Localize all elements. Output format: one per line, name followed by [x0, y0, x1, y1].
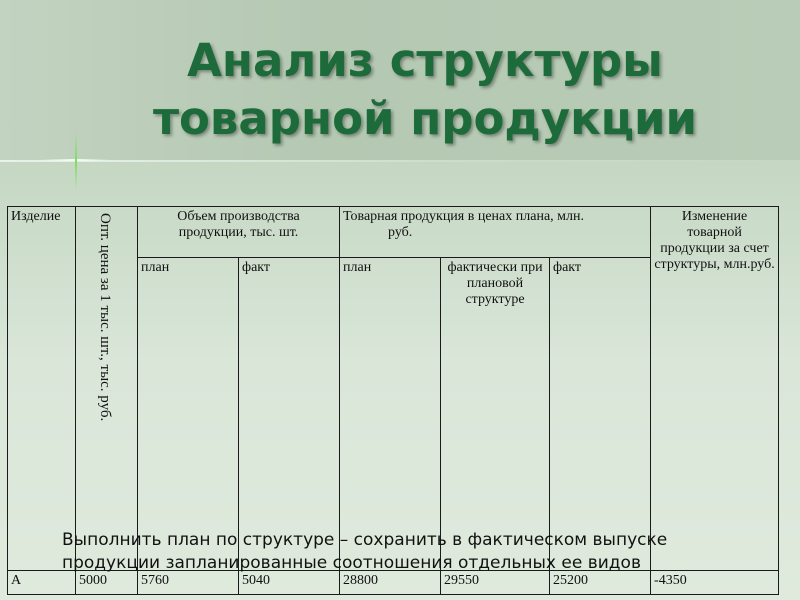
title-divider: [0, 160, 800, 162]
subheader-volume-fact: факт: [239, 258, 340, 571]
cell-price: 5000: [76, 571, 138, 595]
header-production-volume-line-1: Объем производства: [177, 209, 300, 224]
header-structure-change: Изменение товарной продукции за счет структуры, млн.руб.: [651, 207, 779, 571]
subheader-volume-plan: план: [138, 258, 239, 571]
header-commodity-output-line-2: руб.: [388, 225, 413, 240]
header-product: Изделие: [8, 207, 76, 571]
cell-output-fact: 25200: [550, 571, 651, 595]
header-production-volume-line-2: продукции, тыс. шт.: [178, 225, 299, 240]
header-commodity-output-line-1: Товарная продукция в ценах плана, млн.: [343, 209, 584, 224]
cell-output-actual-planned: 29550: [441, 571, 550, 595]
structure-caption: [62, 529, 792, 575]
header-price: [76, 207, 138, 571]
cell-change: -4350: [651, 571, 779, 595]
table-header-row: [8, 207, 779, 258]
cell-volume-fact: 5040: [239, 571, 340, 595]
caption-line-1: Выполнить план по структуре – сохранить в фактическом выпуске: [62, 530, 668, 550]
caption-line-2: продукции запланированные соотношения отдельных ее видов: [62, 553, 641, 573]
cell-output-plan: 28800: [340, 571, 441, 595]
header-price-text: Опт. цена за 1 тыс. шт., тыс. руб.: [97, 213, 113, 422]
subheader-output-fact: факт: [550, 258, 651, 571]
slide-title: [0, 32, 800, 148]
slide-title-line-1: Анализ структуры: [187, 34, 663, 87]
cell-volume-plan: 5760: [138, 571, 239, 595]
cell-product: А: [8, 571, 76, 595]
slide-title-line-2: товарной продукции: [152, 92, 698, 145]
subheader-output-plan: план: [340, 258, 441, 571]
header-commodity-output: [340, 207, 651, 258]
header-production-volume: [138, 207, 340, 258]
subheader-output-actual-planned: фактически при плановой структуре: [441, 258, 550, 571]
